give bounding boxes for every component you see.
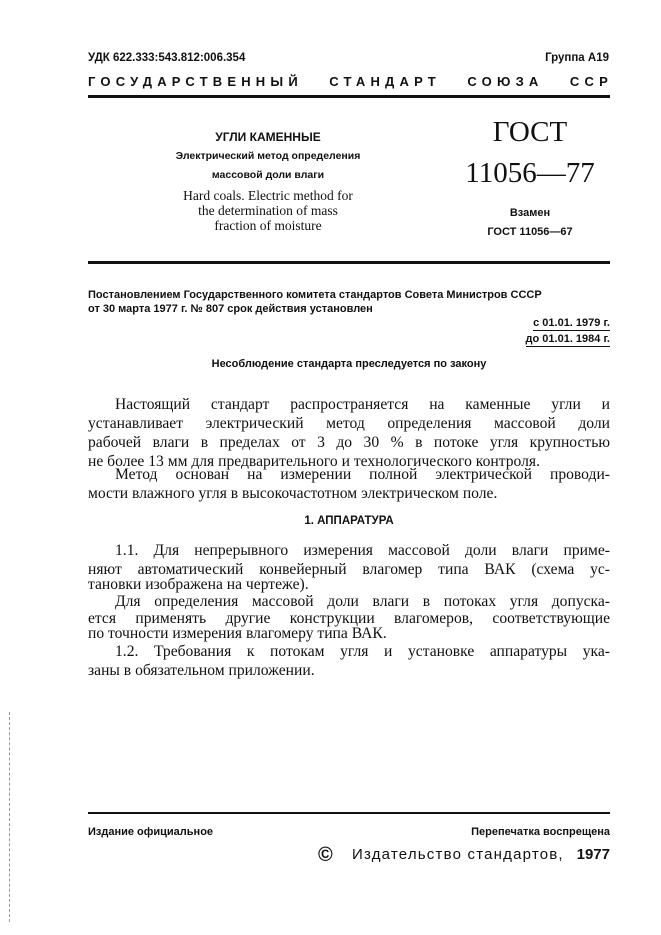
clause-1-1b-line-1: Для определения массовой доли влаги в потоках угля допуска-: [115, 593, 610, 610]
copyright-icon: ©: [318, 844, 333, 866]
reprint-prohibited: Перепечатка воспрещена: [471, 826, 610, 838]
subtitle-line-2: массовой доли влаги: [211, 169, 325, 181]
clause-1-1-line-2: няют автоматический конвейерный влагомер типа ВАК (схема ус-: [88, 561, 610, 578]
binding-edge-mark: [9, 712, 10, 922]
state-standard-banner: ГОСУДАРСТВЕННЫЙ СТАНДАРТ СОЮЗА ССР: [88, 74, 613, 89]
title-rule: [88, 261, 610, 264]
law-warning: Несоблюдение стандарта преследуется по закону: [211, 358, 487, 370]
section-title-apparatus: 1. АППАРАТУРА: [304, 515, 394, 527]
publisher: Издательство стандартов,: [352, 846, 564, 863]
validity-from: с 01.01. 1979 г.: [533, 317, 610, 329]
gost-label: ГОСТ: [492, 116, 568, 148]
footer-rule: [88, 812, 610, 814]
clause-1-1-line-1: 1.1. Для непрерывного измерения массовой доли влаги приме-: [115, 542, 610, 559]
title-en-line-3: fraction of moisture: [214, 218, 322, 233]
clause-1-1b-line-3: по точности измерения влагомеру типа ВАК.: [88, 625, 387, 642]
subtitle-line-1: Электрический метод определения: [175, 150, 361, 162]
group-code: Группа А19: [545, 52, 609, 64]
method-line-2: мости влажного угля в высокочастотном электрическом поле.: [88, 485, 498, 502]
clause-1-1b-line-2: ется применять другие конструкции влагомеров, соответствующие: [88, 610, 610, 627]
publication-year: 1977: [576, 846, 610, 863]
title-en-line-1: Hard coals. Electric method for: [183, 188, 353, 203]
intro-line-3: рабочей влаги в пределах от 3 до 30 % в потоке угля крупностью: [88, 434, 610, 451]
decree-line-2: от 30 марта 1977 г. № 807 срок действия установлен: [88, 303, 373, 315]
official-edition: Издание официальное: [88, 826, 214, 838]
replaces-value: ГОСТ 11056—67: [487, 226, 573, 238]
title-en-line-2: the determination of mass: [198, 203, 338, 218]
udk-code: УДК 622.333:543.812:006.354: [88, 52, 246, 64]
intro-line-1: Настоящий стандарт распространяется на каменные угли и: [115, 396, 610, 413]
gost-number: 11056—77: [465, 157, 595, 189]
validity-to: до 01.01. 1984 г.: [525, 333, 610, 345]
clause-1-2-line-1: 1.2. Требования к потокам угля и установке аппаратуры ука-: [115, 643, 610, 660]
clause-1-2-line-2: заны в обязательном приложении.: [88, 662, 315, 679]
header-rule: [88, 95, 610, 98]
replaces-label: Взамен: [509, 207, 551, 219]
decree-line-1: Постановлением Государственного комитета стандартов Совета Министров СССР: [88, 289, 542, 301]
clause-1-1-line-3: тановки изображена на чертеже).: [88, 576, 309, 593]
method-line-1: Метод основан на измерении полной электрической проводи-: [115, 466, 610, 483]
intro-line-2: устанавливает электрический метод определения массовой доли: [88, 415, 610, 432]
standard-title: УГЛИ КАМЕННЫЕ: [215, 130, 321, 144]
intro-line-4: не более 13 мм для предварительного и технологического контроля.: [88, 453, 540, 470]
